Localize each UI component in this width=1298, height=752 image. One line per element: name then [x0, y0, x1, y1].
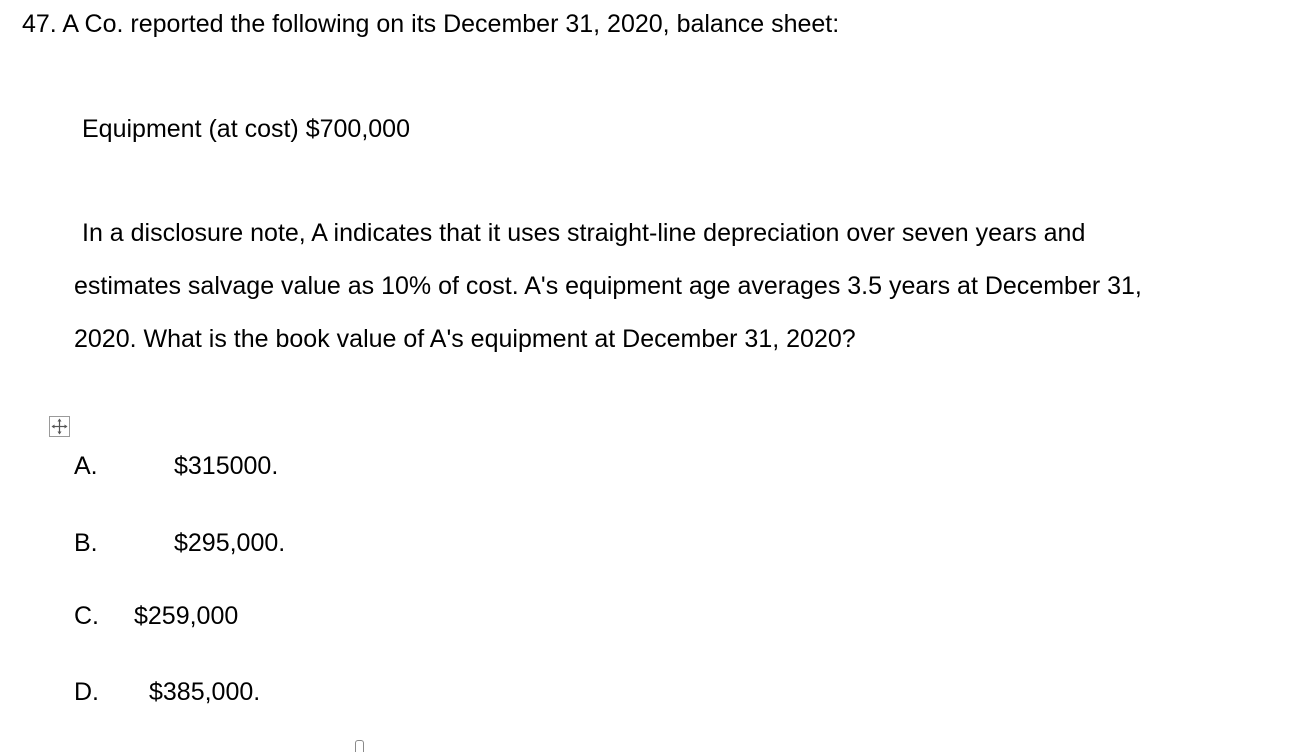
- equipment-line: Equipment (at cost) $700,000: [82, 115, 410, 143]
- text-cursor-marker: [355, 740, 364, 752]
- table-move-handle[interactable]: [49, 416, 70, 437]
- option-b-value: $295,000.: [174, 529, 286, 557]
- disclosure-note-line: estimates salvage value as 10% of cost. A's equipment age averages 3.5 years at December 31,: [74, 272, 1142, 300]
- option-a-letter: A.: [74, 452, 98, 480]
- option-b-letter: B.: [74, 529, 98, 557]
- move-arrows-icon: [50, 417, 69, 436]
- disclosure-note-line: 2020. What is the book value of A's equipment at December 31, 2020?: [74, 325, 856, 353]
- option-a-value: $315000.: [174, 452, 279, 480]
- question-title: 47. A Co. reported the following on its December 31, 2020, balance sheet:: [22, 10, 840, 38]
- option-c-letter: C.: [74, 602, 99, 630]
- option-d-value: $385,000.: [149, 678, 261, 706]
- option-c-value: $259,000: [134, 602, 239, 630]
- option-d-letter: D.: [74, 678, 99, 706]
- disclosure-note-line: In a disclosure note, A indicates that it uses straight-line depreciation over seven years and: [82, 219, 1086, 247]
